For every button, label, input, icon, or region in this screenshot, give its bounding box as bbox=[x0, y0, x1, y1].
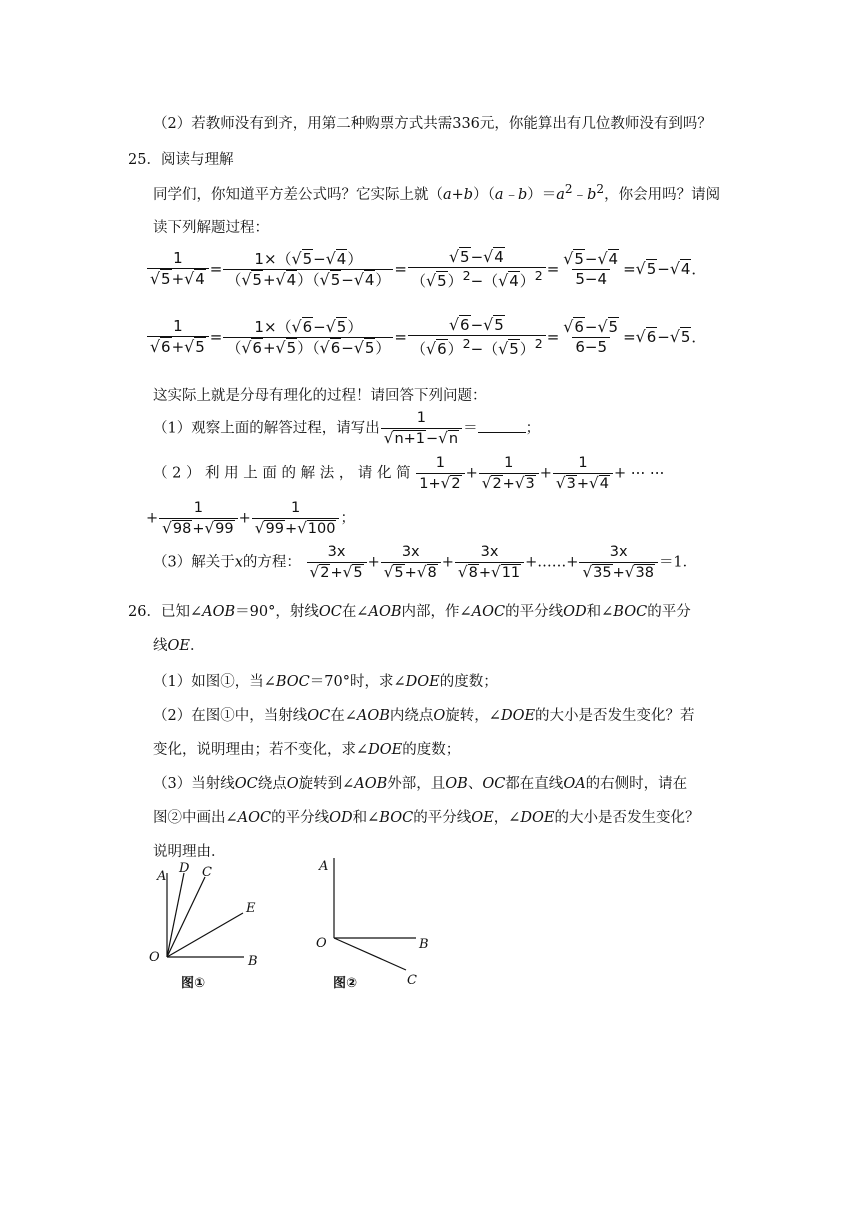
q26-part2-line2: 变化，说明理由；若不变化，求∠DOE的度数； bbox=[153, 742, 461, 758]
ray-OD bbox=[167, 873, 184, 957]
label-C: C bbox=[202, 865, 212, 880]
q24-part2: （2）若教师没有到齐，用第二种购票方式共需336元，你能算出有几位教师没有到吗？ bbox=[153, 116, 712, 132]
ray-OC bbox=[167, 877, 205, 957]
label-O: O bbox=[316, 936, 327, 951]
q26-part3-line2: 图②中画出∠AOC的平分线OD和∠BOC的平分线OE，∠DOE的大小是否发生变化？ bbox=[153, 810, 700, 826]
figure-2-caption: 图② bbox=[333, 976, 358, 991]
q26-part1: （1）如图①，当∠BOC＝70°时，求∠DOE的度数； bbox=[153, 674, 498, 690]
label-A: A bbox=[157, 869, 167, 884]
q25-note: 这实际上就是分母有理化的过程！请回答下列问题： bbox=[153, 388, 487, 404]
figure-1-caption: 图① bbox=[181, 976, 206, 991]
q25-part2-line2: + $\frac{1}{√98+√99}$ + $\frac{1}{√99+√100}$ ； bbox=[146, 500, 355, 537]
q25-intro: 同学们，你知道平方差公式吗？它实际上就$(a+b)(a﹣b)=a^2﹣b^2$，你会用吗？请阅 bbox=[153, 182, 721, 203]
answer-blank[interactable] bbox=[478, 432, 526, 433]
label-C: C bbox=[407, 973, 417, 988]
q25-example-1: $\frac{1}{√5+√4}$ = $\frac{1\times(√5-√4)}{(√5+√4)(√5-√4)}$ = $\frac{√5-√4}{(√5)^2-(√4)^2}$ = $\frac{√5-√4}{5-4}$ =√5−√4． bbox=[146, 248, 706, 291]
q26-line1: 26．已知∠AOB＝90°，射线OC在∠AOB内部，作∠AOC的平分线OD和∠BOC的平分 bbox=[128, 604, 691, 620]
q26-part3: （3）当射线OC绕点O旋转到∠AOB外部，且OB、OC都在直线OA的右侧时，请在 bbox=[153, 776, 688, 792]
q26-part2: （2）在图①中，当射线OC在∠AOB内绕点O旋转，∠DOE的大小是否发生变化？若 bbox=[153, 708, 695, 724]
q25-part3: （3）解关于x的方程： $\frac{3x}{√2+√5}$ + $\frac{3x}{√5+√8}$ + $\frac{3x}{√8+√11}$ +……+ $\frac{3x}{√35+√38}$ ＝1． bbox=[153, 544, 698, 581]
q25-part1: （1）观察上面的解答过程，请写出 $\frac{1}{√n+1-√n}$ ＝ ； bbox=[153, 410, 541, 447]
q25-intro-line2: 读下列解题过程： bbox=[153, 220, 269, 236]
label-E: E bbox=[246, 901, 256, 916]
ray-OE bbox=[167, 913, 243, 957]
q25-title: 阅读与理解 bbox=[160, 152, 234, 168]
label-O: O bbox=[149, 950, 160, 965]
q25-number: 25． bbox=[128, 152, 161, 168]
label-B: B bbox=[248, 954, 258, 969]
q25-heading bbox=[128, 148, 233, 169]
label-B: B bbox=[419, 937, 429, 952]
q25-example-2: $\frac{1}{√6+√5}$ = $\frac{1\times(√6-√5)}{(√6+√5)(√6-√5)}$ = $\frac{√6-√5}{(√6)^2-(√5)^2}$ = $\frac{√6-√5}{6-5}$ =√6−√5． bbox=[146, 316, 706, 359]
q26-part3-line3: 说明理由． bbox=[153, 844, 226, 860]
label-A: A bbox=[319, 859, 329, 874]
label-D: D bbox=[179, 861, 190, 876]
figure-2 bbox=[310, 850, 450, 995]
ray-OC bbox=[334, 938, 406, 970]
q25-part2: （ 2 ） 利 用 上 面 的 解 法 ， 请 化 简 $\frac{1}{1+√2}$ + $\frac{1}{√2+√3}$ + $\frac{1}{√3+√4}$ + ⋯ ⋯ bbox=[153, 455, 665, 492]
q26-line2: 线OE． bbox=[153, 638, 205, 654]
figure-1 bbox=[140, 855, 280, 1000]
